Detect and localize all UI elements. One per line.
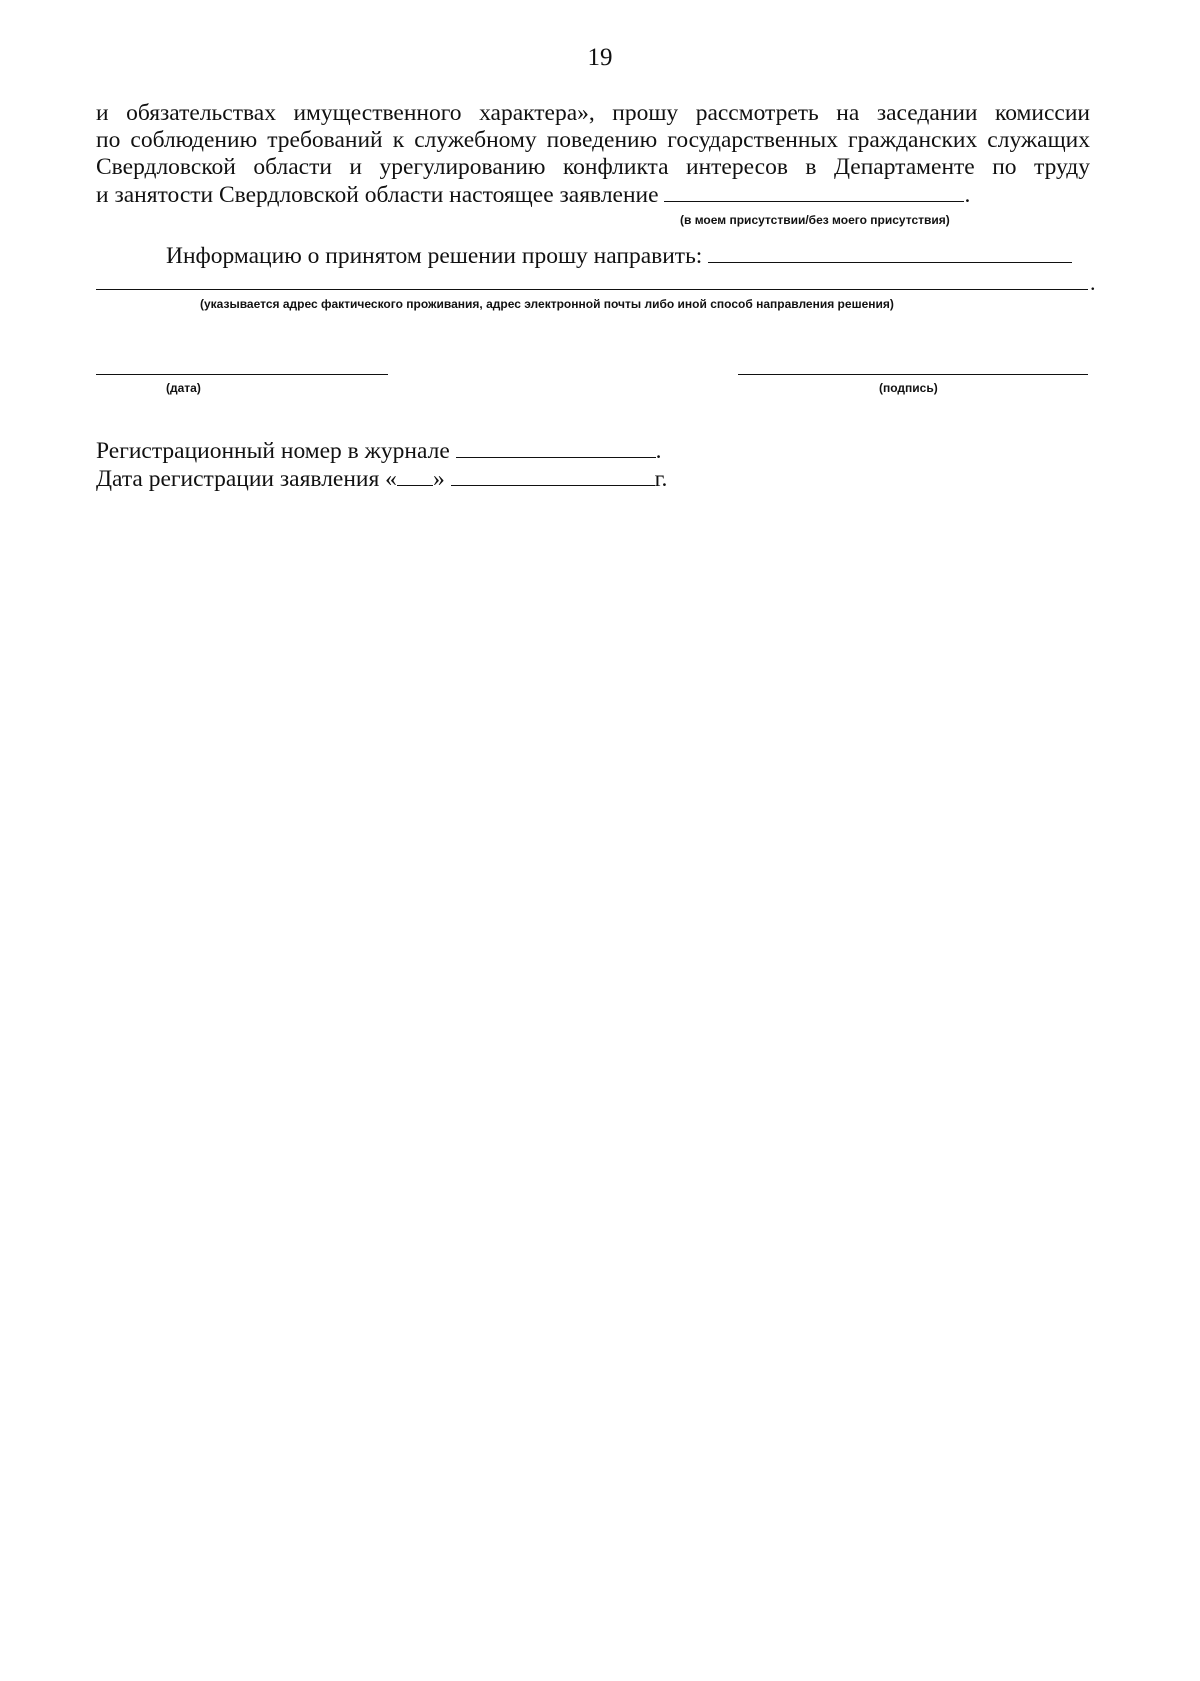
registration-number-label: Регистрационный номер в журнале xyxy=(96,438,450,464)
registration-year-suffix: г. xyxy=(654,466,668,492)
address-hint: (указывается адрес фактического проживания, адрес электронной почты либо иной способ направления решения) xyxy=(200,297,894,311)
paragraph-line-4-end: . xyxy=(964,182,971,208)
info-request-blank[interactable] xyxy=(708,242,1072,263)
address-line[interactable] xyxy=(96,289,1088,290)
presence-hint: (в моем присутствии/без моего присутствия) xyxy=(680,213,950,227)
address-line-end: . xyxy=(1090,270,1096,295)
date-caption: (дата) xyxy=(166,381,201,395)
paragraph-line-4 xyxy=(96,181,1090,209)
registration-number-row xyxy=(96,437,662,465)
registration-date-label: Дата регистрации заявления « xyxy=(96,466,397,492)
registration-number-end: . xyxy=(655,438,662,464)
registration-month-blank[interactable] xyxy=(451,465,655,486)
presence-blank[interactable] xyxy=(664,181,964,202)
registration-number-blank[interactable] xyxy=(456,437,656,458)
paragraph-line-4-text: и занятости Свердловской области настоящее заявление xyxy=(96,182,659,208)
application-paragraph xyxy=(96,100,1090,209)
registration-day-blank[interactable] xyxy=(397,465,433,486)
info-request-label: Информацию о принятом решении прошу направить: xyxy=(166,243,703,269)
date-line[interactable] xyxy=(96,374,388,375)
registration-date-row xyxy=(96,465,667,493)
paragraph-line-1: и обязательствах имущественного характера», прошу рассмотреть на заседании комиссии xyxy=(96,100,1090,126)
paragraph-line-3: Свердловской области и урегулированию конфликта интересов в Департаменте по труду xyxy=(96,154,1090,180)
paragraph-line-2: по соблюдению требований к служебному поведению государственных гражданских служащих xyxy=(96,127,1090,153)
registration-date-close: » xyxy=(432,466,445,492)
signature-caption: (подпись) xyxy=(879,381,938,395)
info-request-row xyxy=(166,242,1072,270)
page-number: 19 xyxy=(587,44,613,71)
signature-line[interactable] xyxy=(738,374,1088,375)
